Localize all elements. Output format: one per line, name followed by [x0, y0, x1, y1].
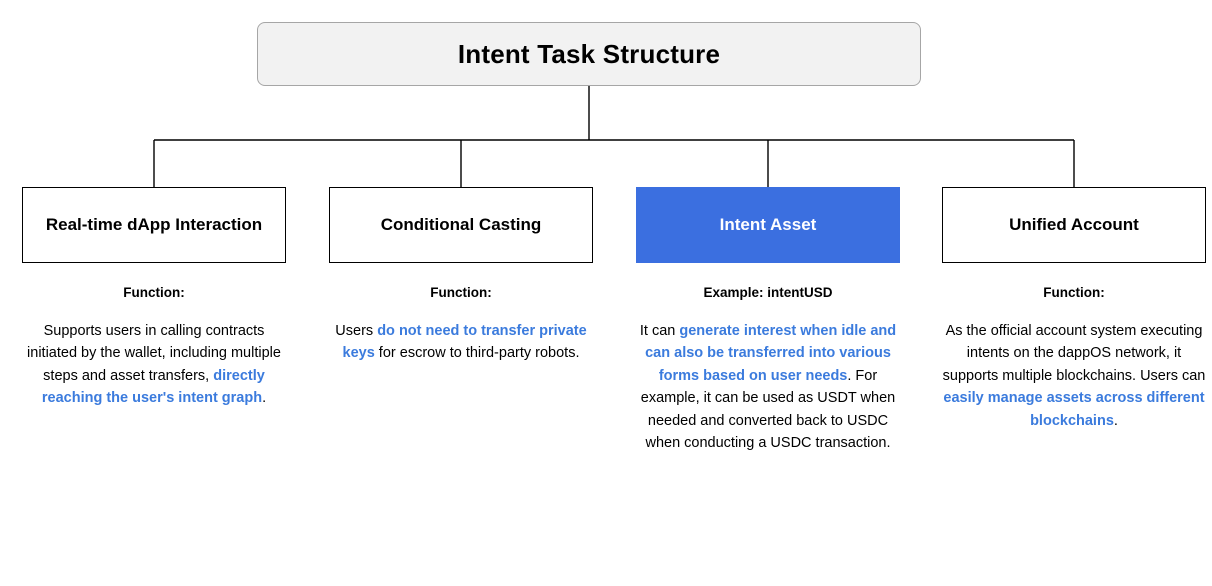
branch-column-1 [329, 187, 593, 365]
node-description [636, 320, 900, 455]
node-description [22, 320, 286, 410]
branch-column-2 [636, 187, 900, 455]
node-intent-asset[interactable] [636, 187, 900, 263]
node-caption: Function: [123, 285, 185, 300]
node-label: Unified Account [1009, 215, 1139, 235]
node-real-time-dapp-interaction[interactable] [22, 187, 286, 263]
node-unified-account[interactable] [942, 187, 1206, 263]
branch-column-3 [942, 187, 1206, 432]
root-node [257, 22, 921, 86]
plain-text: Users [335, 323, 378, 339]
branch-column-0 [22, 187, 286, 410]
node-caption: Example: intentUSD [703, 285, 833, 300]
node-caption: Function: [1043, 285, 1105, 300]
plain-text: for escrow to third-party robots. [374, 345, 580, 362]
highlighted-text: directly reaching the user's intent graph [41, 367, 265, 407]
node-description [329, 320, 593, 365]
highlighted-text: generate interest when idle and can also be transferred into various forms based on user needs [645, 323, 897, 384]
highlighted-text: do not need to transfer private keys [342, 323, 587, 362]
node-caption: Function: [430, 285, 492, 300]
plain-text: As the official account system executing intents on the dappOS network, it supports multiple blockchains. Users can [942, 323, 1206, 384]
plain-text: . For example, it can be used as USDT when needed and converted back to USDC when conducting a USDC transaction. [640, 367, 896, 452]
plain-text: . [262, 390, 267, 407]
node-description [942, 320, 1206, 432]
node-label: Real-time dApp Interaction [45, 215, 263, 235]
plain-text: . [1113, 412, 1118, 429]
plain-text: It can [639, 323, 680, 339]
node-label: Conditional Casting [380, 215, 542, 235]
node-label: Intent Asset [719, 215, 817, 235]
root-node-title: Intent Task Structure [457, 38, 721, 69]
plain-text: Supports users in calling contracts initiated by the wallet, including multiple steps and asset transfers, [27, 323, 281, 384]
highlighted-text: easily manage assets across different blockchains [943, 390, 1205, 429]
node-conditional-casting[interactable] [329, 187, 593, 263]
